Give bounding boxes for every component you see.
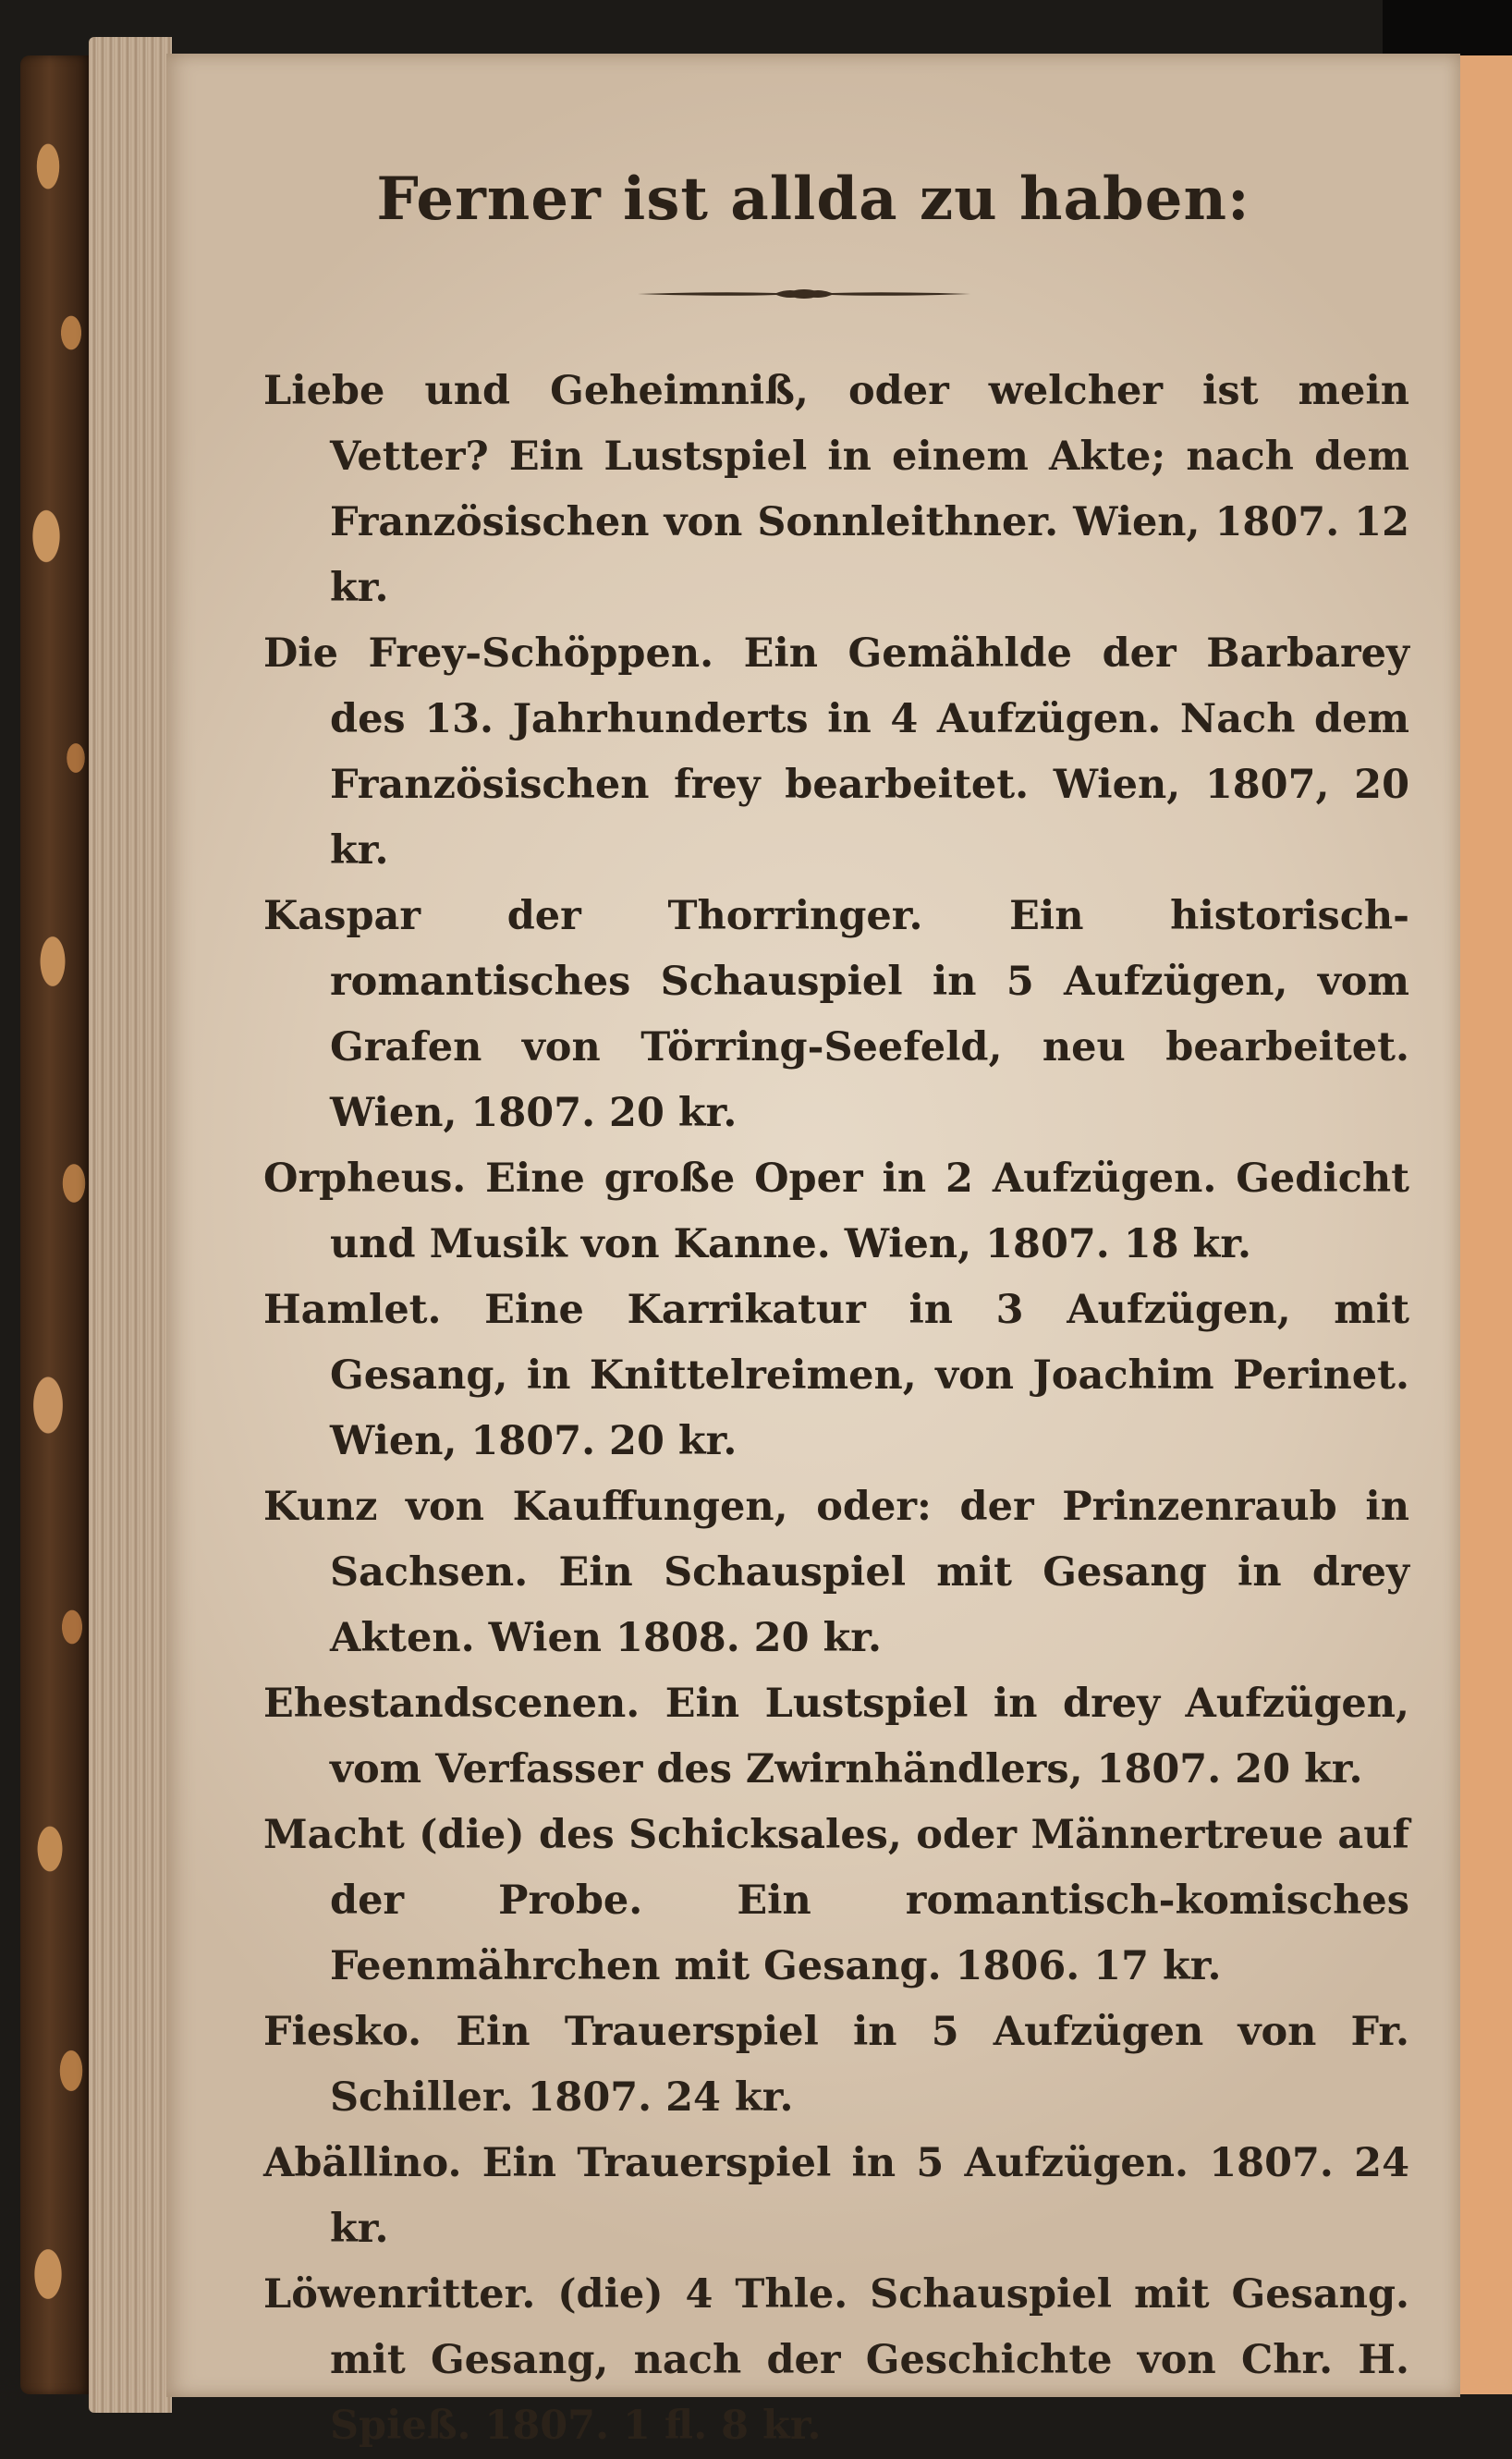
- catalog-entry: Hamlet. Eine Karrikatur in 3 Aufzügen, mit Gesang, in Knittelreimen, von Joachim Perinet. Wien, 1807. 20 kr.: [263, 1287, 1409, 1464]
- catalog-entry: Ehestandscenen. Ein Lustspiel in drey Aufzügen, vom Verfasser des Zwirnhändlers, 1807. 20 kr.: [263, 1681, 1409, 1792]
- catalog-entry: Fiesko. Ein Trauerspiel in 5 Aufzügen von Fr. Schiller. 1807. 24 kr.: [263, 2009, 1409, 2121]
- catalog-entry: Macht (die) des Schicksales, oder Männertreue auf der Probe. Ein romantisch-komisches Feenmährchen mit Gesang. 1806. 17 kr.: [263, 1812, 1409, 1989]
- page-edges: [89, 37, 172, 2413]
- book-page: [166, 54, 1460, 2449]
- catalog-entry: Orpheus. Eine große Oper in 2 Aufzügen. Gedicht und Musik von Kanne. Wien, 1807. 18 kr.: [263, 1156, 1409, 1267]
- background-corner: [1383, 0, 1512, 55]
- ornament-divider-icon: [638, 285, 970, 303]
- page-heading: Ferner ist allda zu haben:: [376, 165, 1250, 234]
- catalog-entries: [263, 359, 1409, 2459]
- catalog-entry: Liebe und Geheimniß, oder welcher ist mein Vetter? Ein Lustspiel in einem Akte; nach dem Französischen von Sonnleithner. Wien, 1807. 12 kr.: [263, 368, 1409, 611]
- catalog-entry: Abällino. Ein Trauerspiel in 5 Aufzügen. 1807. 24 kr.: [263, 2140, 1409, 2252]
- catalog-entry: Kaspar der Thorringer. Ein historisch-romantisches Schauspiel in 5 Aufzügen, vom Grafen von Törring-Seefeld, neu bearbeitet. Wien, 1807. 20 kr.: [263, 893, 1409, 1136]
- catalog-entry: Löwenritter. (die) 4 Thle. Schauspiel mit Gesang. mit Gesang, nach der Geschichte von Chr. H. Spieß. 1807. 1 fl. 8 kr.: [263, 2271, 1409, 2449]
- marbled-spine: [20, 55, 92, 2394]
- catalog-entry: Kunz von Kauffungen, oder: der Prinzenraub in Sachsen. Ein Schauspiel mit Gesang in drey Akten. Wien 1808. 20 kr.: [263, 1484, 1409, 1661]
- catalog-entry: Die Frey-Schöppen. Ein Gemählde der Barbarey des 13. Jahrhunderts in 4 Aufzügen. Nach dem Französischen frey bearbeitet. Wien, 1807, 20 kr.: [263, 630, 1409, 874]
